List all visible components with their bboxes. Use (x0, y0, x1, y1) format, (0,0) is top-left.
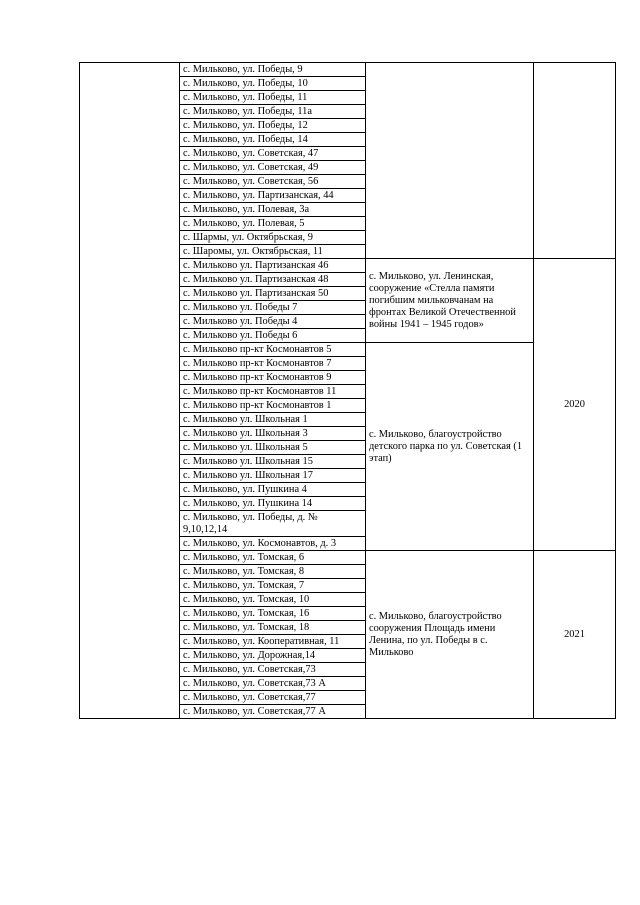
address-cell: с. Мильково пр-кт Космонавтов 1 (180, 399, 366, 413)
address-cell: с. Мильково, ул. Космонавтов, д. 3 (180, 537, 366, 551)
address-cell: с. Мильково, ул. Победы, 10 (180, 77, 366, 91)
address-cell: с. Мильково ул. Победы 7 (180, 301, 366, 315)
address-cell: с. Мильково ул. Партизанская 48 (180, 273, 366, 287)
year-cell: 2020 (534, 259, 616, 551)
address-cell: с. Мильково пр-кт Космонавтов 11 (180, 385, 366, 399)
address-cell: с. Мильково, ул. Победы, 14 (180, 133, 366, 147)
address-cell: с. Мильково ул. Школьная 17 (180, 469, 366, 483)
address-cell: с. Мильково, ул. Партизанская, 44 (180, 189, 366, 203)
address-cell: с. Мильково ул. Школьная 5 (180, 441, 366, 455)
address-cell: с. Мильково, ул. Победы, 12 (180, 119, 366, 133)
address-cell: с. Мильково, ул. Томская, 10 (180, 593, 366, 607)
address-cell: с. Мильково, ул. Томская, 16 (180, 607, 366, 621)
address-cell: с. Мильково, ул. Советская,73 (180, 663, 366, 677)
address-cell: с. Мильково, ул. Томская, 18 (180, 621, 366, 635)
improvement-object-cell (366, 63, 534, 259)
address-cell: с. Мильково, ул. Победы, 9 (180, 63, 366, 77)
year-cell: 2021 (534, 551, 616, 719)
table-body (80, 63, 616, 719)
address-cell: с. Шармы, ул. Октябрьская, 9 (180, 231, 366, 245)
address-cell: с. Мильково пр-кт Космонавтов 9 (180, 371, 366, 385)
address-cell: с. Мильково, ул. Томская, 7 (180, 579, 366, 593)
address-cell: с. Мильково, ул. Советская,77 (180, 691, 366, 705)
address-cell: с. Мильково ул. Школьная 15 (180, 455, 366, 469)
address-cell: с. Мильково, ул. Победы, 11а (180, 105, 366, 119)
address-cell: с. Мильково, ул. Томская, 6 (180, 551, 366, 565)
address-cell: с. Шаромы, ул. Октябрьская, 11 (180, 245, 366, 259)
address-cell: с. Мильково, ул. Полевая, 3а (180, 203, 366, 217)
address-cell: с. Мильково, ул. Томская, 8 (180, 565, 366, 579)
address-cell: с. Мильково пр-кт Космонавтов 5 (180, 343, 366, 357)
address-cell: с. Мильково, ул. Кооперативная, 11 (180, 635, 366, 649)
improvement-object-cell: с. Мильково, благоустройство детского парка по ул. Советская (1 этап) (366, 343, 534, 551)
year-cell (534, 63, 616, 259)
improvement-table (79, 62, 616, 719)
address-cell: с. Мильково, ул. Победы, д. № 9,10,12,14 (180, 511, 366, 537)
address-cell: с. Мильково, ул. Советская, 47 (180, 147, 366, 161)
address-cell: с. Мильково ул. Партизанская 46 (180, 259, 366, 273)
address-cell: с. Мильково, ул. Советская,77 А (180, 705, 366, 719)
address-cell: с. Мильково ул. Школьная 3 (180, 427, 366, 441)
row-number-cell (80, 63, 180, 719)
address-cell: с. Мильково, ул. Победы, 11 (180, 91, 366, 105)
address-cell: с. Мильково, ул. Полевая, 5 (180, 217, 366, 231)
address-cell: с. Мильково пр-кт Космонавтов 7 (180, 357, 366, 371)
address-cell: с. Мильково, ул. Советская, 49 (180, 161, 366, 175)
address-cell: с. Мильково, ул. Дорожная,14 (180, 649, 366, 663)
address-cell: с. Мильково, ул. Пушкина 4 (180, 483, 366, 497)
address-cell: с. Мильково ул. Партизанская 50 (180, 287, 366, 301)
address-cell: с. Мильково, ул. Пушкина 14 (180, 497, 366, 511)
address-cell: с. Мильково, ул. Советская,73 А (180, 677, 366, 691)
table-row (80, 63, 616, 77)
improvement-object-cell: с. Мильково, ул. Ленинская, сооружение «Стелла памяти погибшим мильковчанам на фронтах Великой Отечественной войны 1941 – 1945 годов» (366, 259, 534, 343)
improvement-object-cell: с. Мильково, благоустройство сооружения Площадь имени Ленина, по ул. Победы в с. Мильково (366, 551, 534, 719)
address-cell: с. Мильково, ул. Советская, 56 (180, 175, 366, 189)
address-cell: с. Мильково ул. Победы 6 (180, 329, 366, 343)
address-cell: с. Мильково ул. Победы 4 (180, 315, 366, 329)
address-cell: с. Мильково ул. Школьная 1 (180, 413, 366, 427)
